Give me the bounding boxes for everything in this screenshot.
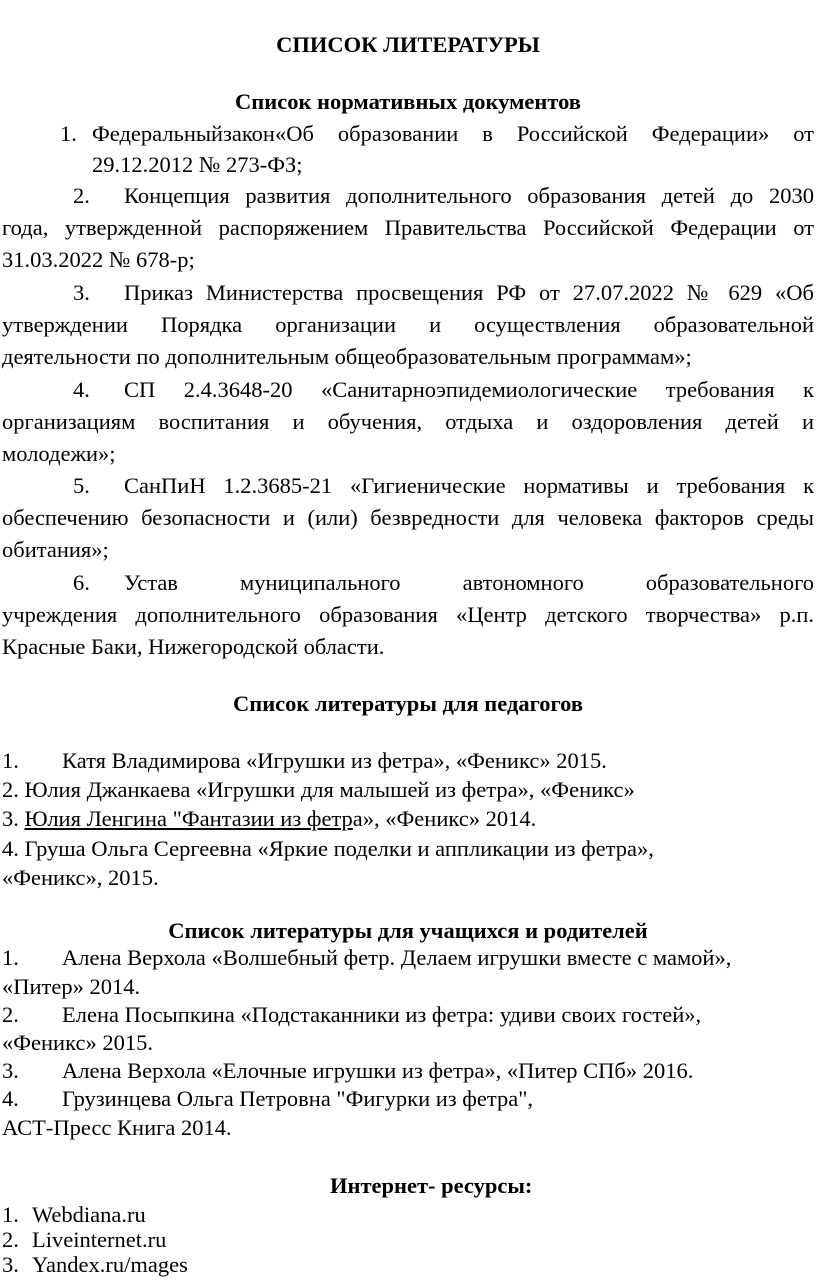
teachers-item-prefix: 3. — [2, 806, 25, 831]
page-title: СПИСОК ЛИТЕРАТУРЫ — [276, 32, 540, 57]
students-item: «Феникс» 2015. — [2, 1030, 153, 1055]
internet-item-number: 3. — [2, 1252, 19, 1277]
internet-item-number: 1. — [2, 1202, 19, 1227]
teachers-item: 4. Груша Ольга Сергеевна «Яркие поделки и аппликации из фетра», — [2, 836, 654, 861]
normative-item-line: Приказ Министерства просвещения РФ от 27.07.2022 № 629 «Об — [124, 280, 814, 305]
normative-item-line: учреждения дополнительного образования «Центр детского творчества» р.п. — [2, 602, 814, 627]
internet-link[interactable]: Liveinternet.ru — [32, 1227, 167, 1252]
students-item: Грузинцева Ольга Петровна "Фигурки из фетра", — [62, 1086, 534, 1111]
normative-item-line: обеспечению безопасности и (или) безвредности для человека факторов среды — [2, 505, 814, 530]
normative-item-line: года, утвержденной распоряжением Правительства Российской Федерации от — [2, 215, 814, 240]
students-item: Елена Посыпкина «Подстаканники из фетра: удиви своих гостей», — [62, 1002, 702, 1027]
internet-heading: Интернет- ресурсы: — [330, 1173, 533, 1198]
students-item: «Питер» 2014. — [2, 974, 141, 999]
normative-item-line: молодежи»; — [2, 441, 116, 466]
normative-item-line: Красные Баки, Нижегородской области. — [2, 634, 385, 659]
teachers-heading: Список литературы для педагогов — [232, 691, 583, 716]
normative-item-number: 4. — [73, 377, 90, 402]
students-item-number: 1. — [2, 945, 19, 970]
internet-link[interactable]: Webdiana.ru — [32, 1202, 146, 1227]
book-link[interactable]: Юлия Ленгина "Фантазии из фетр — [24, 806, 353, 831]
students-item-number: 4. — [2, 1086, 19, 1111]
teachers-item-suffix: а», «Феникс» 2014. — [352, 806, 537, 831]
normative-item-line: Федеральныйзакон«Об образовании в Российской Федерации» от — [92, 121, 814, 146]
normative-item-line: СП 2.4.3648-20 «Санитарноэпидемиологические требования к — [124, 377, 814, 402]
teachers-item — [2, 803, 536, 835]
students-item: Алена Верхола «Елочные игрушки из фетра», «Питер СПб» 2016. — [62, 1058, 694, 1083]
students-heading: Список литературы для учащихся и родителей — [168, 918, 648, 943]
normative-item-line: организациям воспитания и обучения, отдыха и оздоровления детей и — [2, 409, 814, 434]
normative-item-line: Концепция развития дополнительного образования детей до 2030 — [124, 183, 814, 208]
normative-item-line: утверждении Порядка организации и осуществления образовательной — [2, 312, 814, 337]
normative-item-number: 5. — [73, 473, 90, 498]
normative-item-line: СанПиН 1.2.3685-21 «Гигиенические нормативы и требования к — [124, 473, 814, 498]
internet-link[interactable]: Yandex.ru/mages — [32, 1252, 188, 1277]
students-item-number: 2. — [2, 1002, 19, 1027]
normative-item-line: 29.12.2012 № 273-ФЗ; — [92, 152, 303, 177]
students-item: Алена Верхола «Волшебный фетр. Делаем игрушки вместе с мамой», — [62, 945, 732, 970]
teachers-item: 2. Юлия Джанкаева «Игрушки для малышей из фетра», «Феникс» — [2, 777, 635, 802]
teachers-item-number: 1. — [2, 748, 19, 773]
teachers-item: «Феникс», 2015. — [2, 865, 159, 890]
normative-item-line: 31.03.2022 № 678-р; — [2, 247, 195, 272]
normative-item-line: Устав муниципального автономного образовательного — [124, 570, 814, 595]
normative-item-line: обитания»; — [2, 537, 109, 562]
normative-item-number: 6. — [73, 570, 90, 595]
students-item-number: 3. — [2, 1058, 19, 1083]
students-item: АСТ-Пресс Книга 2014. — [2, 1115, 232, 1140]
normative-item-number: 1. — [60, 121, 77, 146]
teachers-item: Катя Владимирова «Игрушки из фетра», «Феникс» 2015. — [62, 748, 607, 773]
normative-heading: Список нормативных документов — [235, 89, 581, 114]
normative-item-line: деятельности по дополнительным общеобразовательным программам»; — [2, 344, 692, 369]
normative-item-number: 2. — [73, 183, 90, 208]
normative-item-number: 3. — [73, 280, 90, 305]
internet-item-number: 2. — [2, 1227, 19, 1252]
